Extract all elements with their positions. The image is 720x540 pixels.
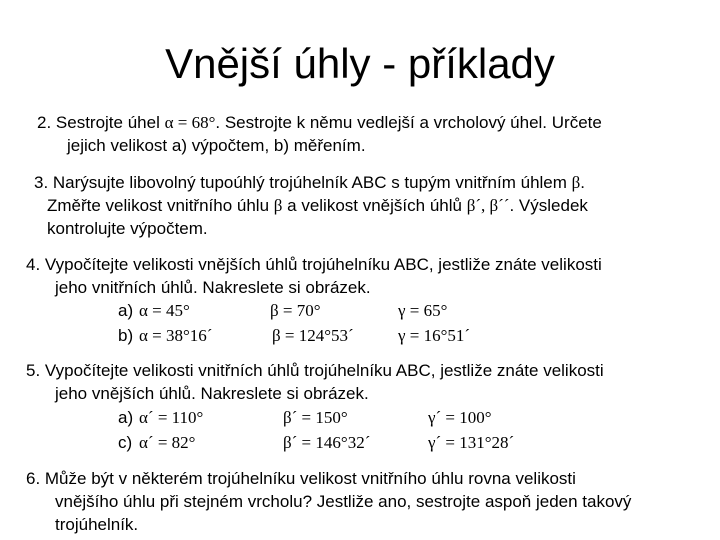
beta-value: β = 124°53´ xyxy=(272,326,354,345)
gamma-value: γ´ = 131°28´ xyxy=(428,433,515,452)
task-2-line-2: jejich velikost a) výpočtem, b) měřením. xyxy=(67,136,366,155)
row-label: b) xyxy=(118,326,134,345)
row-label: a) xyxy=(118,408,134,427)
task-5-line-1: 5. Vypočítejte velikosti vnitřních úhlů trojúhelníku ABC, jestliže znáte velikosti xyxy=(26,361,604,380)
task-3-beta-inner: β xyxy=(273,196,283,215)
task-3-text-2c: . Výsledek xyxy=(509,196,588,215)
task-6-line-1: 6. Může být v některém trojúhelníku velikost vnitřního úhlu rovna velikosti xyxy=(26,469,576,488)
task-3-line-2 xyxy=(47,195,588,217)
alpha-value: α = 45° xyxy=(139,301,190,320)
beta-value: β´ = 146°32´ xyxy=(283,433,371,452)
alpha-value: α´ = 110° xyxy=(139,408,204,427)
task-4-line-1: 4. Vypočítejte velikosti vnějších úhlů trojúhelníku ABC, jestliže znáte velikosti xyxy=(26,255,602,274)
task-3-line-1 xyxy=(34,172,585,194)
gamma-value: γ´ = 100° xyxy=(428,408,492,427)
gamma-value: γ = 65° xyxy=(398,301,448,320)
task-6-line-2: vnějšího úhlu při stejném vrcholu? Jestliže ano, sestrojte aspoň jeden takový xyxy=(55,492,632,511)
row-label: c) xyxy=(118,433,133,452)
task-3-line-3: kontrolujte výpočtem. xyxy=(47,219,208,238)
task-3-beta: β xyxy=(571,173,581,192)
task-2-text: 2. Sestrojte úhel xyxy=(37,113,165,132)
task-5-line-2: jeho vnějších úhlů. Nakreslete si obrázek. xyxy=(55,384,369,403)
alpha-value: α = 38°16´ xyxy=(139,326,213,345)
alpha-value: α´ = 82° xyxy=(139,433,196,452)
row-label: a) xyxy=(118,301,134,320)
task-3-text-2b: a velikost vnějších úhlů xyxy=(282,196,467,215)
slide-title: Vnější úhly - příklady xyxy=(165,40,555,87)
task-4-line-2: jeho vnitřních úhlů. Nakreslete si obrázek. xyxy=(55,278,371,297)
beta-value: β´ = 150° xyxy=(283,408,348,427)
beta-value: β = 70° xyxy=(270,301,321,320)
task-2-text-cont: . Sestrojte k němu vedlejší a vrcholový úhel. Určete xyxy=(215,113,602,132)
task-3-text-2a: Změřte velikost vnitřního úhlu xyxy=(47,196,274,215)
task-6-line-3: trojúhelník. xyxy=(55,515,139,534)
gamma-value: γ = 16°51´ xyxy=(398,326,471,345)
task-3-beta-outer: β´, β´´ xyxy=(466,196,510,215)
task-3-text: 3. Narýsujte libovolný tupoúhlý trojúhelník ABC s tupým vnitřním úhlem xyxy=(34,173,572,192)
task-2-line-1 xyxy=(37,112,602,134)
task-3-period: . xyxy=(580,173,586,192)
task-2-angle: α = 68° xyxy=(164,113,216,132)
